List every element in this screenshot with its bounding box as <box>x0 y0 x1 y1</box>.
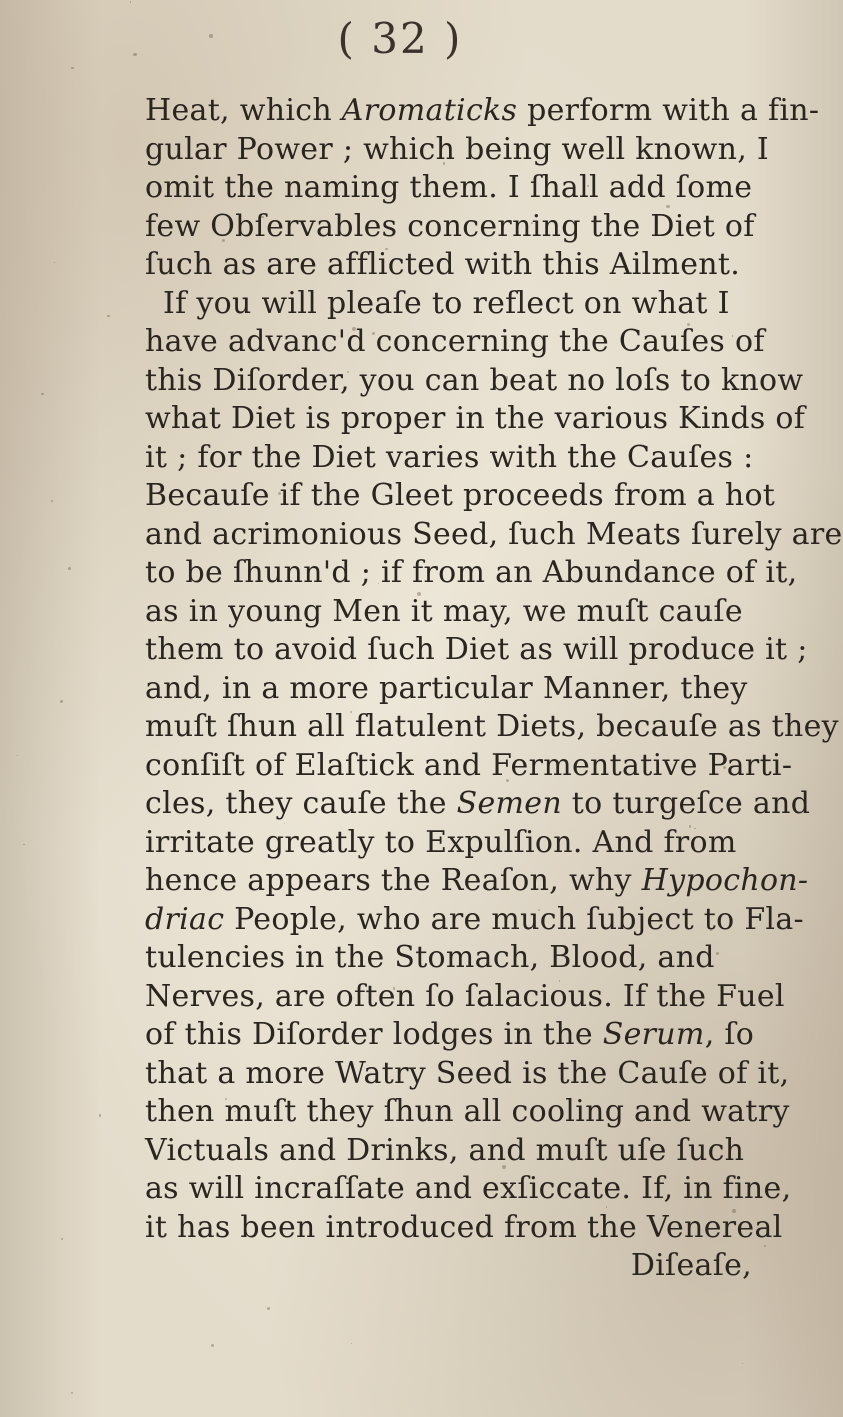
text-line <box>145 747 793 786</box>
italic-text: driac <box>145 901 225 937</box>
text-line <box>145 362 804 401</box>
text-line <box>145 554 798 593</box>
paper-speck <box>60 700 63 703</box>
text-span: Becauſe if the Gleet proceeds from a hot <box>145 478 776 513</box>
paper-speck <box>130 1 131 2</box>
text-line <box>145 516 843 555</box>
text-span: Heat, which <box>145 93 342 128</box>
paper-speck <box>559 980 560 981</box>
text-span: tulencies in the Stomach, Blood, and <box>145 940 715 975</box>
text-line <box>145 208 760 247</box>
text-line <box>145 1093 790 1132</box>
text-span: as will incraſſate and exſiccate. If, in fine, <box>145 1171 792 1206</box>
paper-speck <box>351 1343 352 1344</box>
text-line <box>145 978 785 1017</box>
paper-speck <box>505 376 508 379</box>
text-span: of this Diſorder lodges in the <box>145 1017 603 1052</box>
text-line <box>145 593 760 632</box>
text-span: , ſo <box>704 1017 755 1052</box>
text-span: few Obſervables concerning the Diet of <box>145 208 755 244</box>
text-line <box>145 323 765 362</box>
paper-speck <box>23 844 25 846</box>
paper-speck <box>225 1098 227 1100</box>
text-span: them to avoid ſuch Diet as will produce it ; <box>145 632 808 667</box>
text-line <box>145 92 820 131</box>
text-line <box>145 169 760 208</box>
text-span: this Diſorder, you can beat no loſs to know <box>145 362 804 398</box>
text-span: omit the naming them. I ſhall add ſome <box>145 170 753 205</box>
paper-speck <box>41 393 43 395</box>
text-span: gular Power ; which being well known, I <box>145 131 770 167</box>
text-span: People, who are much ſubject to Fla- <box>224 901 804 937</box>
paper-speck <box>764 1245 766 1247</box>
text-span: it ; for the Diet varies with the Cauſes : <box>145 439 754 475</box>
text-span: and acrimonious Seed, ſuch Meats ſurely are <box>145 516 843 552</box>
paper-speck <box>716 952 718 954</box>
text-span: to be ſhunn'd ; if from an Abundance of it, <box>145 555 798 590</box>
text-span: ſuch as are afflicted with this Ailment. <box>145 247 741 282</box>
text-line <box>145 670 760 709</box>
text-line <box>145 1055 790 1094</box>
text-line <box>145 1247 760 1286</box>
text-span: Diſeaſe, <box>630 1248 752 1283</box>
text-span: hence appears the Reaſon, why <box>145 863 642 898</box>
italic-text: Semen <box>456 786 562 821</box>
paper-speck <box>107 315 110 318</box>
paper-speck <box>732 335 733 336</box>
text-span: Victuals and Drinks, and muſt uſe ſuch <box>145 1132 745 1168</box>
paper-speck <box>587 185 589 187</box>
text-span: then muſt they ſhun all cooling and watry <box>145 1094 790 1129</box>
text-span: muſt ſhun all flatulent Diets, becauſe as they <box>145 709 839 744</box>
text-span: and, in a more particular Manner, they <box>145 670 748 706</box>
paper-speck <box>61 1238 63 1240</box>
text-span: it has been introduced from the Venereal <box>145 1209 783 1245</box>
text-line <box>145 439 760 478</box>
paper-speck <box>51 500 53 502</box>
text-line <box>145 901 804 940</box>
paper-speck <box>54 262 55 263</box>
text-line <box>145 477 776 516</box>
italic-text: Aromaticks <box>341 93 518 128</box>
paper-speck <box>71 1392 73 1394</box>
text-line <box>145 631 808 670</box>
text-line <box>145 131 770 170</box>
paper-speck <box>71 67 73 69</box>
text-line <box>145 285 760 324</box>
text-span: irritate greatly to Expulſion. And from <box>145 824 737 860</box>
paper-speck <box>378 583 379 584</box>
text-line <box>145 862 809 901</box>
paper-speck <box>211 1344 214 1347</box>
text-span: perform with a fin- <box>517 93 820 128</box>
paper-speck <box>133 53 136 56</box>
page-number: ( 32 ) <box>337 14 463 63</box>
paper-speck <box>257 616 261 620</box>
text-span: what Diet is proper in the various Kinds of <box>145 401 806 436</box>
text-line <box>145 1132 760 1171</box>
paper-speck <box>17 755 18 756</box>
text-span: to turgeſce and <box>561 786 811 821</box>
text-span: If you will pleaſe to reflect on what I <box>163 285 730 321</box>
text-line <box>145 708 839 747</box>
text-line <box>145 1016 760 1055</box>
text-line <box>145 824 760 863</box>
body-text <box>145 92 843 1286</box>
paper-speck <box>742 1363 743 1364</box>
text-span: cles, they cauſe the <box>145 786 457 821</box>
text-span: have advanc'd concerning the Cauſes of <box>145 324 765 359</box>
text-span: Nerves, are often ſo ſalacious. If the Fuel <box>145 978 785 1014</box>
paper-speck <box>385 248 388 251</box>
text-span: as in young Men it may, we muſt cauſe <box>145 593 743 629</box>
paper-speck <box>666 205 669 208</box>
text-line <box>145 1170 792 1209</box>
text-span: conſiſt of Elaſtick and Fermentative Parti- <box>145 747 793 783</box>
text-span: that a more Watry Seed is the Cauſe of it, <box>145 1055 790 1091</box>
paper-speck <box>331 773 333 775</box>
paper-speck <box>352 327 356 331</box>
text-line <box>145 939 760 978</box>
text-line <box>145 785 811 824</box>
italic-text: Serum <box>602 1017 705 1052</box>
text-line <box>145 246 760 285</box>
text-line <box>145 400 806 439</box>
paper-speck <box>68 567 71 570</box>
paper-speck <box>732 1209 736 1213</box>
paper-speck <box>99 1114 101 1116</box>
paper-speck <box>209 34 213 38</box>
paper-speck <box>417 592 421 596</box>
paper-speck <box>687 323 690 326</box>
text-line <box>145 1209 783 1248</box>
italic-text: Hypochon- <box>641 863 809 898</box>
paper-speck <box>531 222 533 224</box>
paper-speck <box>267 1307 270 1310</box>
